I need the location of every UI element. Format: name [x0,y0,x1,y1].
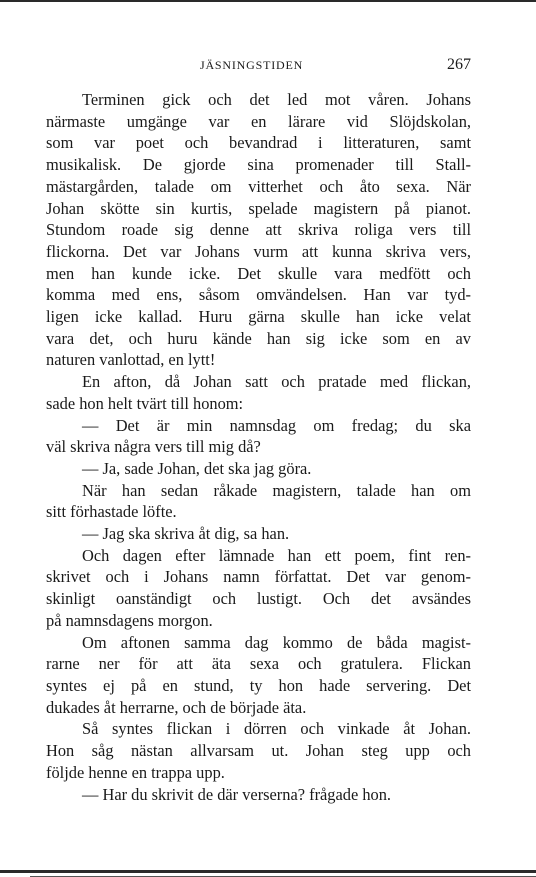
text-line: Så syntes flickan i dörren och vinkade åt Johan. [82,719,471,739]
body-text [46,89,471,805]
text-line: flickorna. Det var Johans vurm att kunna skriva vers, [46,241,471,261]
paragraph [46,480,471,523]
text-line: skrivet och i Johans namn författat. Det var genom- [46,567,471,587]
paragraph [46,89,471,371]
text-line: vara det, och huru kände han sig icke som en av [46,328,471,348]
page-header [0,56,536,80]
text-line: Och dagen efter lämnade han ett poem, fint ren- [82,545,471,565]
paragraph [46,632,471,719]
text-line: dukades åt herrarne, och de började äta. [46,697,307,717]
text-line: närmaste umgänge var en lärare vid Slöjdskolan, [46,111,471,131]
text-line: men han kunde icke. Det skulle vara medfött och [46,263,471,283]
text-line: — Jag ska skriva åt dig, sa han. [82,524,290,544]
paragraph [46,458,471,480]
text-line: — Ja, sade Johan, det ska jag göra. [82,458,312,478]
text-line: sitt förhastade löfte. [46,502,177,522]
text-line: När han sedan råkade magistern, talade han om [82,480,471,500]
text-line: mästargården, talade om vitterhet och åto sexa. När [46,176,471,196]
text-line: ligen icke kallad. Huru gärna skulle han icke velat [46,307,471,327]
paragraph [46,371,471,414]
text-line: musikalisk. De gjorde sina promenader till Stall- [46,155,471,175]
text-line: skinligt oanständigt och lustigt. Och det avsändes [46,589,471,609]
text-line: — Har du skrivit de där verserna? frågade hon. [82,784,392,804]
text-line: Johan skötte sin kurtis, spelade magistern på pianot. [46,198,471,218]
text-line: komma med ens, såsom omvändelsen. Han var tyd- [46,285,471,305]
paragraph [46,415,471,458]
text-line: Stundom roade sig denne att skriva roliga vers till [46,220,471,240]
paragraph [46,545,471,632]
paragraph [46,784,471,806]
text-line: syntes ej på en stund, ty hon hade servering. Det [46,675,471,695]
text-line: på namnsdagens morgon. [46,610,213,630]
page-number: 267 [447,56,471,73]
text-line: som var poet och bevandrad i litteraturen, samt [46,133,471,153]
text-line: Om aftonen samma dag kommo de båda magist- [82,632,471,652]
text-line: — Det är min namnsdag om fredag; du ska [82,415,471,435]
paragraph [46,523,471,545]
text-line: En afton, då Johan satt och pratade med flickan, [82,372,471,392]
text-line: följde henne en trappa upp. [46,762,225,782]
text-line: väl skriva några vers till mig då? [46,437,261,457]
running-title: JÄSNINGSTIDEN [200,58,304,72]
text-line: rarne ner för att äta sexa och gratulera. Flickan [46,654,471,674]
bottom-rule [0,870,536,873]
text-line: Terminen gick och det led mot våren. Johans [82,90,471,109]
text-line: Hon såg nästan allvarsam ut. Johan steg upp och [46,741,471,761]
top-rule [0,0,536,2]
paragraph [46,718,471,783]
text-line: sade hon helt tvärt till honom: [46,393,244,413]
text-line: naturen vanlottad, en lytt! [46,350,216,370]
